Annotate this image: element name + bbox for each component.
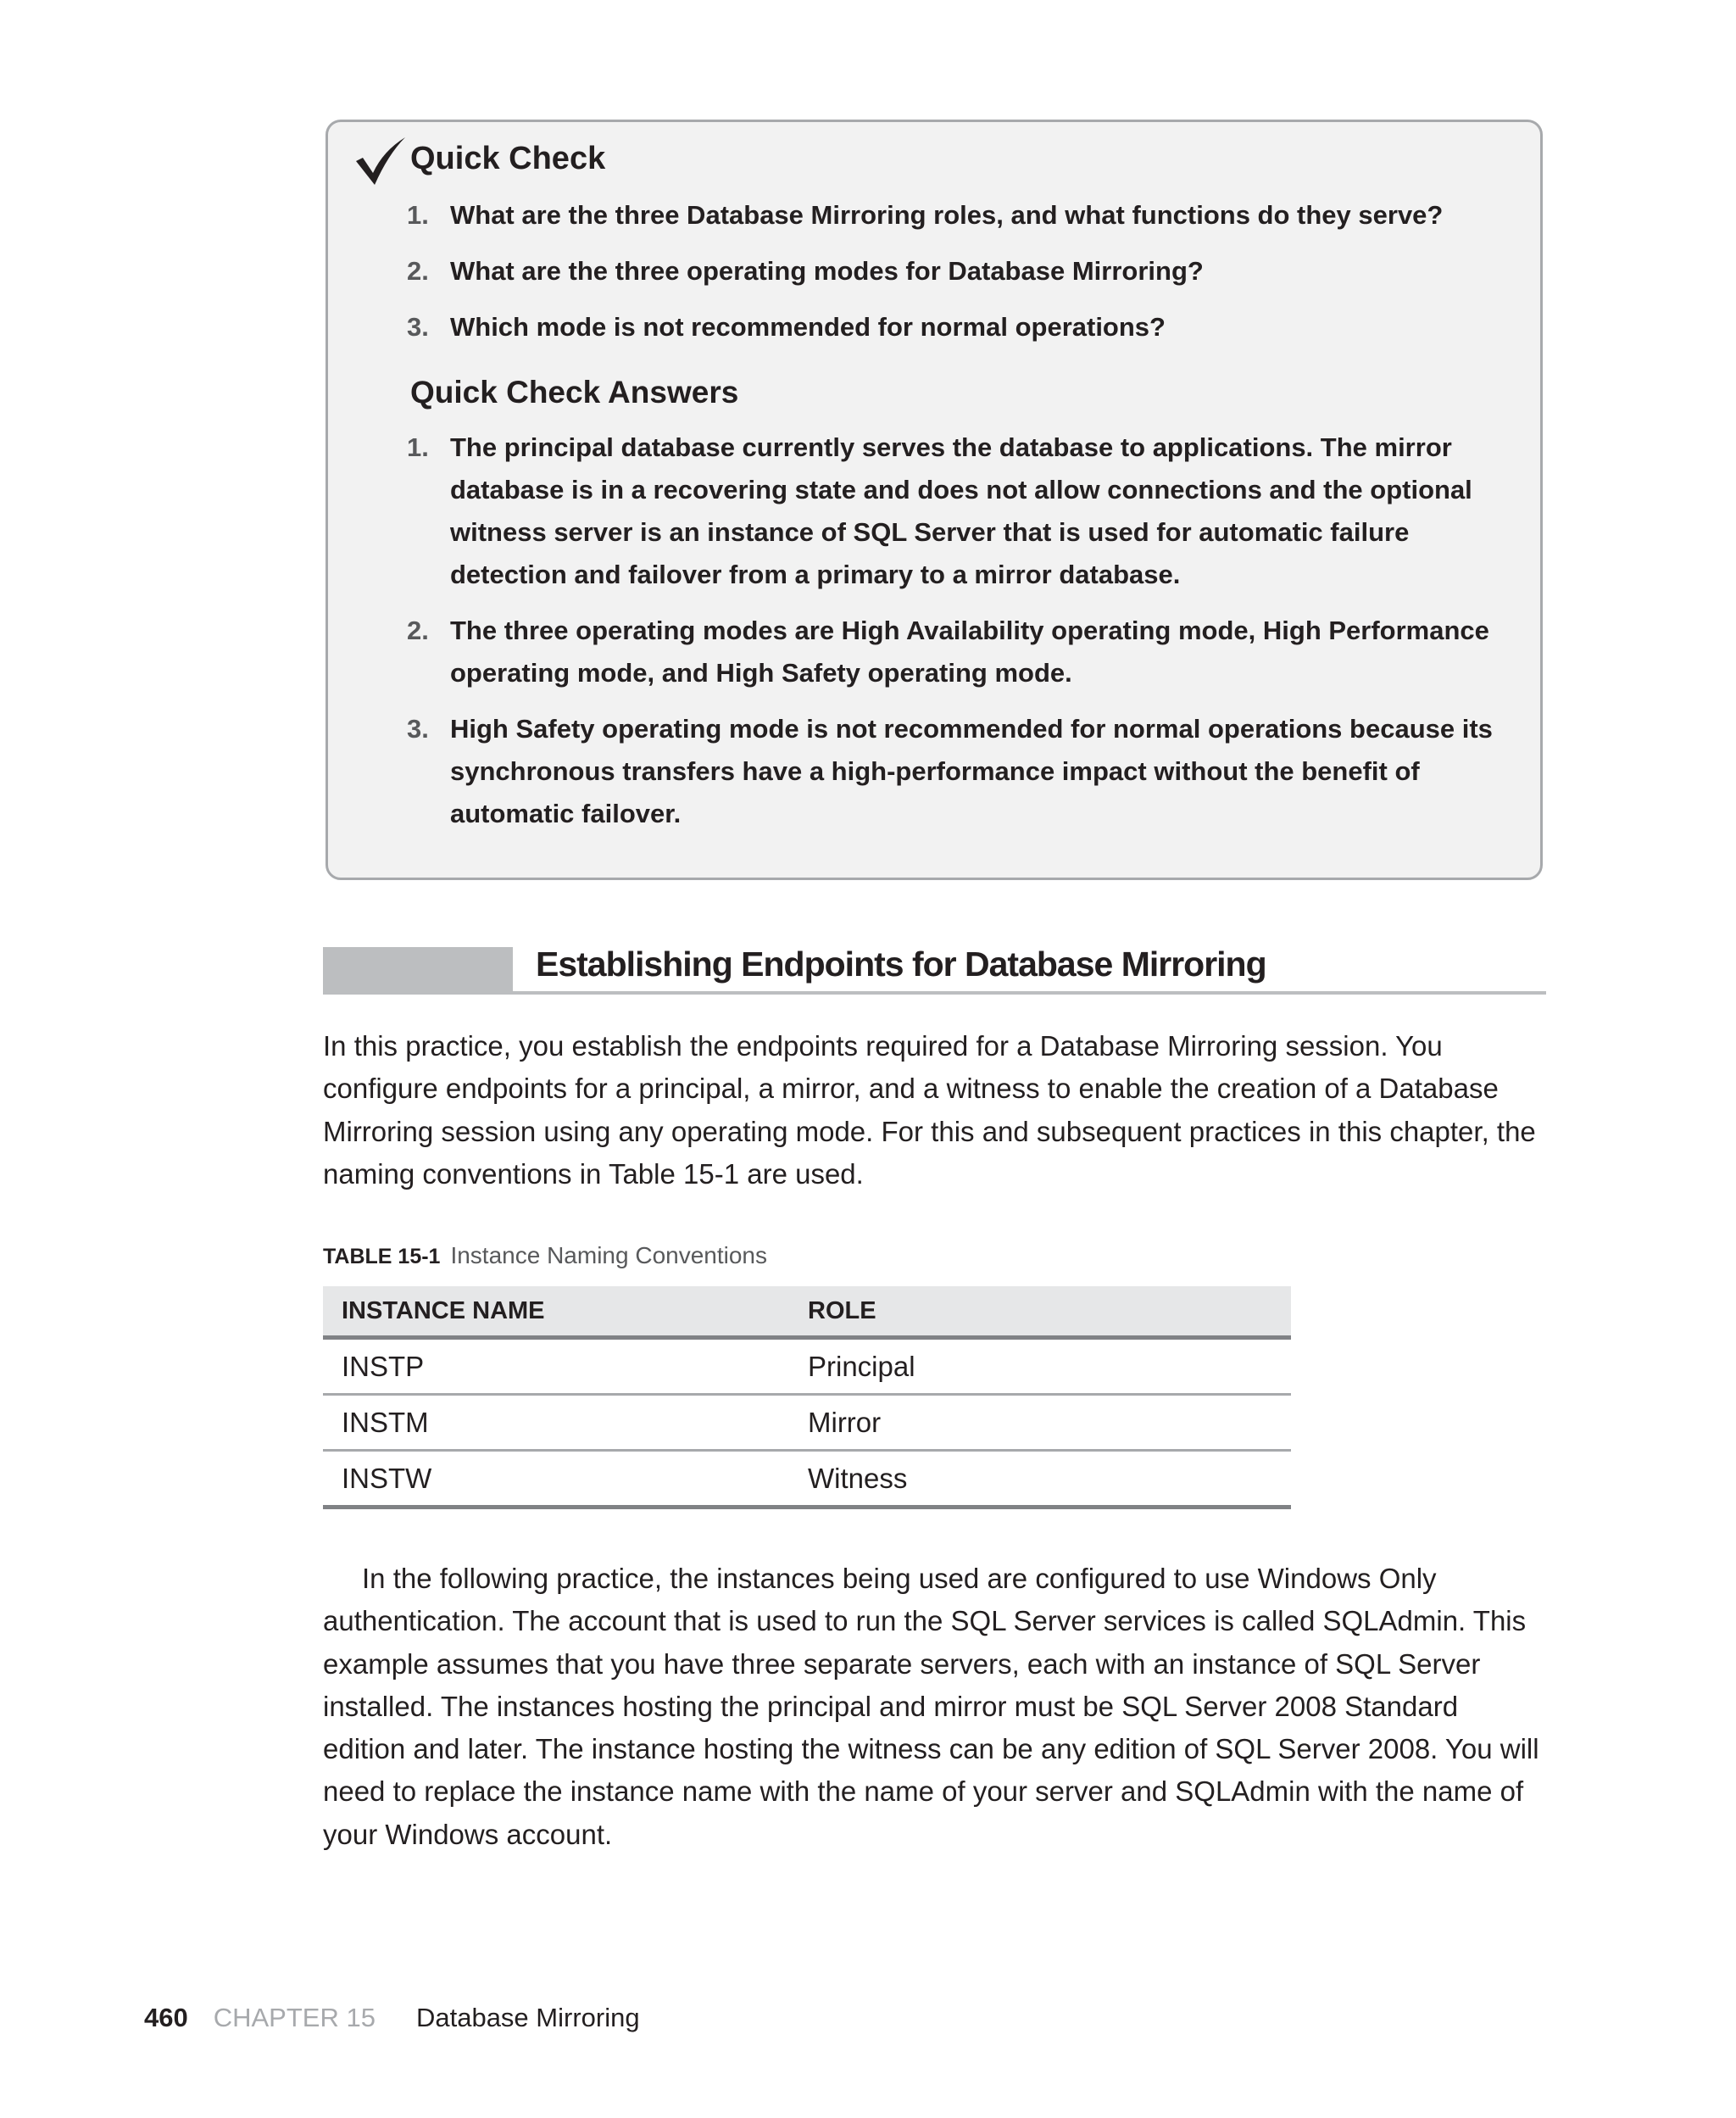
answer-number: 1.: [407, 432, 429, 462]
chapter-label: CHAPTER 15: [213, 2003, 376, 2032]
section-heading-bar: [323, 947, 513, 993]
cell-instance: INSTW: [323, 1451, 808, 1508]
table-row: [323, 1338, 1291, 1395]
cell-role: Witness: [808, 1451, 1291, 1508]
page-footer: [144, 2003, 640, 2033]
question-number: 1.: [407, 200, 429, 230]
table-row: [323, 1451, 1291, 1508]
table-label: TABLE 15-1: [323, 1245, 441, 1268]
answer-item: [407, 610, 1500, 694]
section-title: Establishing Endpoints for Database Mirroring: [536, 945, 1266, 984]
cell-role: Mirror: [808, 1395, 1291, 1451]
answer-text: The principal database currently serves the database to applications. The mirror database is in a recovering state and does not allow connections and the optional witness server is an instance of SQL Server that is used for automatic failure detection and failover from a primary to a mirror database.: [450, 432, 1472, 589]
answers-title: Quick Check Answers: [410, 375, 739, 410]
header-role: ROLE: [808, 1286, 1291, 1338]
question-text: What are the three operating modes for Database Mirroring?: [450, 256, 1204, 286]
answer-item: [407, 426, 1500, 596]
question-item: [407, 306, 1443, 348]
quick-check-title: Quick Check: [410, 141, 606, 176]
answer-item: [407, 708, 1500, 835]
intro-paragraph: In this practice, you establish the endpoints required for a Database Mirroring session. You configure endpoints for a principal, a mirror, and a witness to enable the creation of a Database Mirroring session using any operating mode. For this and subsequent practices in this chapter, the naming conventions in Table 15-1 are used.: [323, 1030, 1536, 1190]
question-item: [407, 194, 1443, 237]
answer-text: High Safety operating mode is not recommended for normal operations because its synchronous transfers have a high-performance impact without the benefit of automatic failover.: [450, 714, 1493, 828]
question-text: What are the three Database Mirroring roles, and what functions do they serve?: [450, 200, 1444, 230]
cell-instance: INSTM: [323, 1395, 808, 1451]
question-number: 2.: [407, 256, 429, 286]
body-paragraph: In the following practice, the instances being used are configured to use Windows Only authentication. The account that is used to run the SQL Server services is called SQLAdmin. This example assumes that you have three separate servers, each with an instance of SQL Server installed. The instances hosting the principal and mirror must be SQL Server 2008 Standard edition and later. The instance hosting the witness can be any edition of SQL Server 2008. You will need to replace the instance name with the name of your server and SQLAdmin with the name of your Windows account.: [323, 1563, 1539, 1850]
cell-instance: INSTP: [323, 1338, 808, 1395]
table-caption: [323, 1242, 767, 1269]
table-header-row: [323, 1286, 1291, 1338]
table-caption-text: Instance Naming Conventions: [450, 1242, 767, 1268]
chapter-title: Database Mirroring: [415, 2003, 640, 2032]
cell-role: Principal: [808, 1338, 1291, 1395]
naming-table: [323, 1286, 1291, 1509]
table-row: [323, 1395, 1291, 1451]
answer-list: [407, 426, 1500, 849]
header-instance-name: INSTANCE NAME: [323, 1286, 808, 1338]
question-item: [407, 250, 1443, 293]
question-number: 3.: [407, 312, 429, 342]
answer-number: 2.: [407, 616, 429, 645]
question-text: Which mode is not recommended for normal operations?: [450, 312, 1166, 342]
answer-text: The three operating modes are High Availability operating mode, High Performance operating mode, and High Safety operating mode.: [450, 616, 1489, 688]
page-number: 460: [144, 2003, 188, 2032]
question-list: [407, 194, 1443, 362]
section-heading-rule: [323, 991, 1546, 995]
answer-number: 3.: [407, 714, 429, 744]
checkmark-icon: [354, 136, 407, 188]
